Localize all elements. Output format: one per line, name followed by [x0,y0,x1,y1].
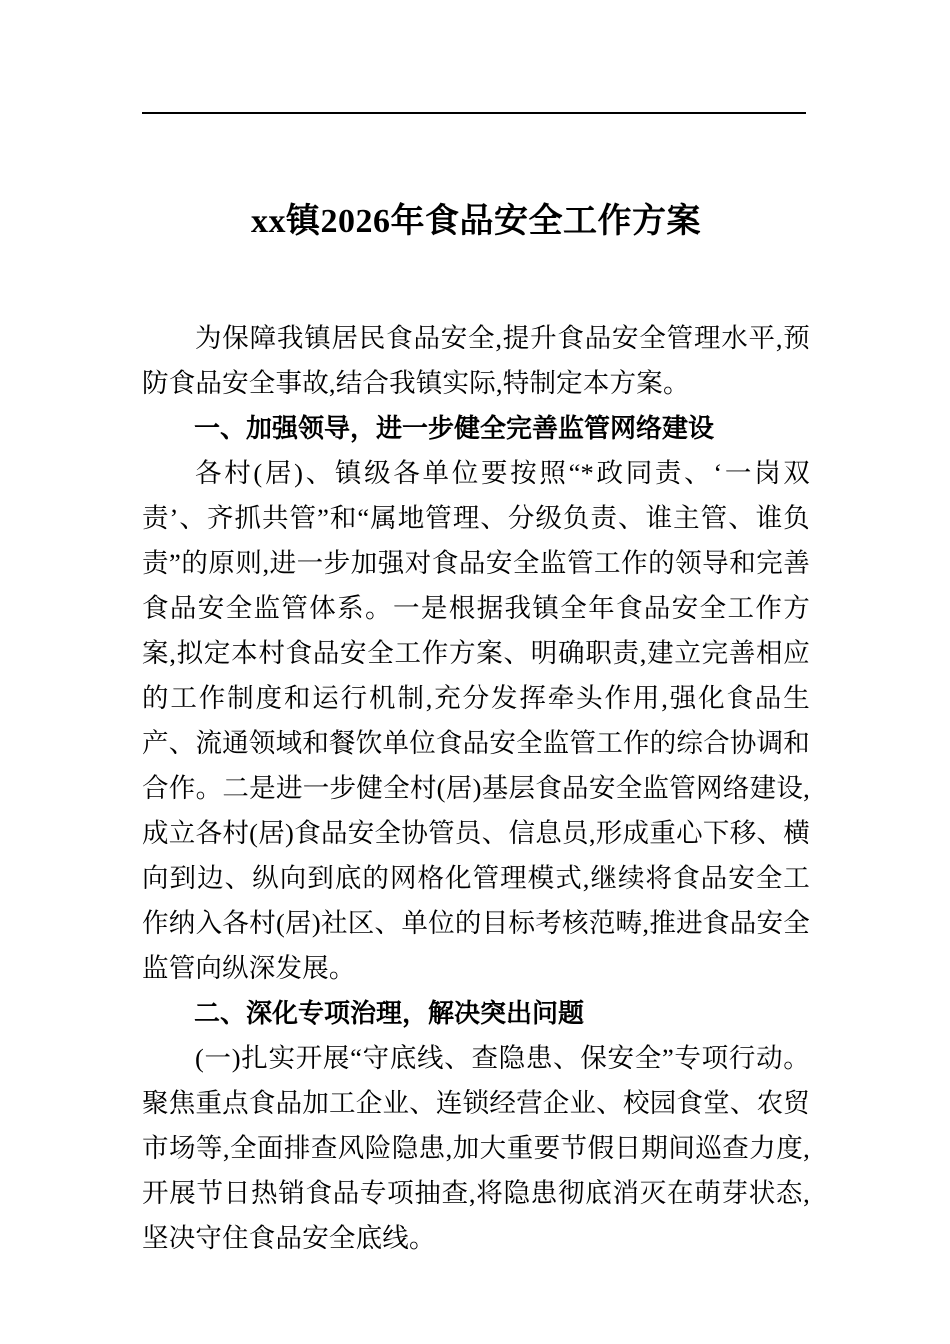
title-body-spacer [142,254,810,316]
section-heading-2: 二、深化专项治理，解决突出问题 [194,998,585,1028]
header-divider-rule [142,112,806,114]
intro-paragraph: 为保障我镇居民食品安全,提升食品安全管理水平,预防食品安全事故,结合我镇实际,特制定本方案。 [142,323,810,398]
document-body [142,316,810,1261]
section-2-paragraph: (一)扎实开展“守底线、查隐患、保安全”专项行动。聚焦重点食品加工企业、连锁经营企业、校园食堂、农贸市场等,全面排查风险隐患,加大重要节假日期间巡查力度,开展节日热销食品专项抽查,将隐患彻底消灭在萌芽状态,坚决守住食品安全底线。 [142,1043,810,1253]
document-content [142,150,810,1261]
page-title: xx镇2026年食品安全工作方案 [251,203,701,240]
section-1-paragraph: 各村(居)、镇级各单位要按照“*政同责、‘一岗双责’、齐抓共管”和“属地管理、分级负责、谁主管、谁负责”的原则,进一步加强对食品安全监管工作的领导和完善食品安全监管体系。一是根据我镇全年食品安全工作方案,拟定本村食品安全工作方案、明确职责,建立完善相应的工作制度和运行机制,充分发挥牵头作用,强化食品生产、流通领域和餐饮单位食品安全监管工作的综合协调和合作。二是进一步健全村(居)基层食品安全监管网络建设,成立各村(居)食品安全协管员、信息员,形成重心下移、横向到边、纵向到底的网格化管理模式,继续将食品安全工作纳入各村(居)社区、单位的目标考核范畴,推进食品安全监管向纵深发展。 [142,458,810,983]
section-heading-1: 一、加强领导，进一步健全完善监管网络建设 [194,413,715,443]
